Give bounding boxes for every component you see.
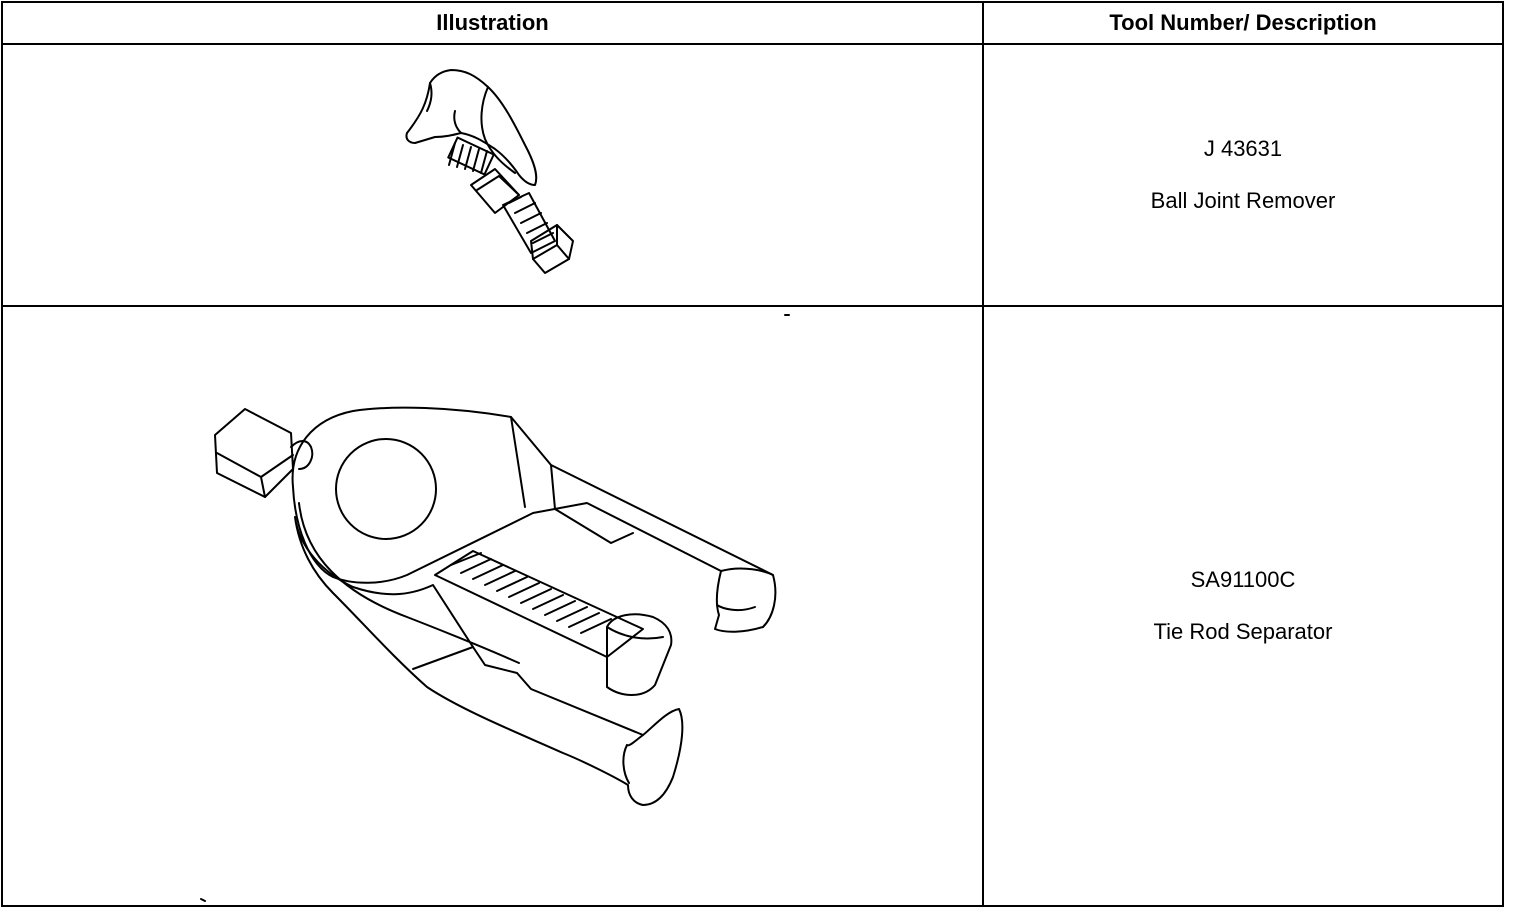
ball-joint-remover-drawing (3, 45, 984, 305)
table-row (2, 306, 1503, 906)
table-row (2, 44, 1503, 306)
description-cell (983, 306, 1503, 906)
description-cell (983, 44, 1503, 306)
tool-description: Tie Rod Separator (1153, 619, 1333, 644)
tie-rod-separator-drawing (3, 307, 984, 905)
header-row (2, 2, 1503, 44)
header-illustration: Illustration (2, 2, 983, 44)
illustration-cell (2, 44, 983, 306)
header-tool-number-description: Tool Number/ Description (983, 2, 1503, 44)
tool-description: Ball Joint Remover (1150, 188, 1336, 213)
special-tools-table (1, 1, 1504, 907)
tool-number: J 43631 (1203, 136, 1283, 161)
illustration-cell (2, 306, 983, 906)
tool-number: SA91100C (1190, 567, 1296, 592)
